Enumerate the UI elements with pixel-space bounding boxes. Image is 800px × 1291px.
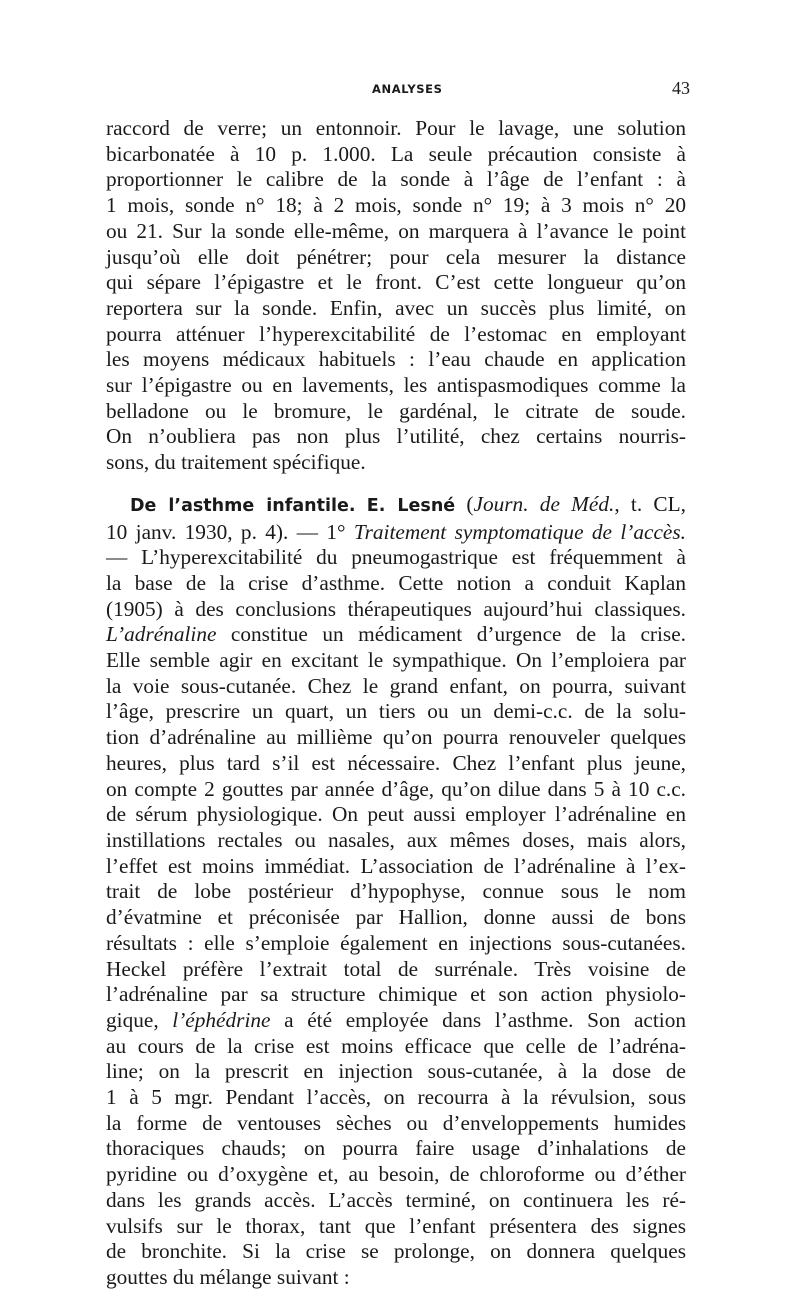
text-line: raccord de verre; un entonnoir. Pour le lavage, une solution	[106, 116, 686, 140]
text-line: sons, du traitement spécifique.	[106, 450, 366, 475]
text-line: de bronchite. Si la crise se prolonge, on donnera quelques	[106, 1239, 686, 1264]
text-line: Elle semble agir en excitant le sympathique. On l’emploiera par	[106, 648, 686, 673]
text-line: gouttes du mélange suivant :	[106, 1264, 350, 1289]
text-line: au cours de la crise est moins efficace que celle de l’adréna-	[106, 1033, 686, 1058]
text-fragment: constitue un médicament d’urgence de la crise.	[216, 622, 686, 647]
text-line: d’évatmine et préconisée par Hallion, donne aussi de bons	[106, 905, 686, 930]
italic-heading: Traitement symptomatique de l’accès.	[353, 519, 686, 544]
text-line: pourra atténuer l’hyperexcitabilité de l’estomac en employant	[106, 321, 686, 346]
text-line: l’âge, prescrire un quart, un tiers ou un demi-c.c. de la solu-	[106, 699, 686, 724]
text-line: on compte 2 gouttes par année d’âge, qu’on dilue dans 5 à 10 c.c.	[106, 776, 686, 801]
text-line: l’adrénaline par sa structure chimique et son action physiolo-	[106, 982, 686, 1007]
text-fragment: gique,	[106, 1007, 173, 1032]
text-line: de sérum physiologique. On peut aussi employer l’adrénaline en	[106, 802, 686, 827]
text-line: thoraciques chauds; on pourra faire usage d’inhalations de	[106, 1136, 686, 1161]
italic-term: l’éphédrine	[172, 1007, 271, 1032]
paragraph-gap	[106, 476, 686, 492]
text-line: belladone ou le bromure, le gardénal, le citrate de soude.	[106, 398, 686, 423]
text-line: ou 21. Sur la sonde elle-même, on marquera à l’avance le point	[106, 218, 686, 243]
text-fragment: a été employée dans l’asthme. Son action	[270, 1007, 686, 1032]
text-line: les moyens médicaux habituels : l’eau chaude en application	[106, 347, 686, 372]
text-fragment: 10 janv. 1930, p. 4). — 1°	[106, 519, 354, 544]
text-line: vulsifs sur le thorax, tant que l’enfant présentera des signes	[106, 1213, 686, 1238]
text-line: 1 mois, sonde n° 18; à 2 mois, sonde n° 19; à 3 mois n° 20	[106, 193, 686, 218]
text-line	[106, 1008, 686, 1034]
reference-open: (	[466, 491, 474, 516]
text-line	[106, 520, 686, 546]
text-line: heures, plus tard s’il est nécessaire. Chez l’enfant plus jeune,	[106, 750, 686, 775]
text-line: instillations rectales ou nasales, aux mêmes doses, mais alors,	[106, 827, 686, 852]
text-line: — L’hyperexcitabilité du pneumogastrique est fréquemment à	[106, 545, 686, 570]
running-header	[0, 78, 800, 102]
page-number: 43	[672, 78, 690, 98]
section-title: De l’asthme infantile.	[130, 495, 356, 516]
section-heading-line	[106, 492, 686, 520]
body-text	[106, 116, 686, 1291]
author-name: E. Lesné	[366, 495, 456, 516]
text-line: sur l’épigastre ou en lavements, les antispasmodiques comme la	[106, 373, 686, 398]
text-line: qui sépare l’épigastre et le front. C’est cette longueur qu’on	[106, 270, 686, 295]
text-line: jusqu’où elle doit pénétrer; pour cela mesurer la distance	[106, 244, 686, 269]
reference-tail: , t. CL,	[614, 491, 686, 516]
header-title: ANALYSES	[372, 82, 443, 96]
text-line: résultats : elle s’emploie également en injections sous-cutanées.	[106, 930, 686, 955]
text-line: dans les grands accès. L’accès terminé, on continuera les ré-	[106, 1187, 686, 1212]
text-line: trait de lobe postérieur d’hypophyse, connue sous le nom	[106, 879, 686, 904]
text-line: l’effet est moins immédiat. L’association de l’adrénaline à l’ex-	[106, 853, 686, 878]
text-line: Heckel préfère l’extrait total de surrénale. Très voisine de	[106, 956, 686, 981]
text-line: proportionner le calibre de la sonde à l’âge de l’enfant : à	[106, 167, 686, 192]
text-line: reportera sur la sonde. Enfin, avec un succès plus limité, on	[106, 295, 686, 320]
text-line: tion d’adrénaline au millième qu’on pourra renouveler quelques	[106, 725, 686, 750]
text-line: (1905) à des conclusions thérapeutiques aujourd’hui classiques.	[106, 596, 686, 621]
text-line: bicarbonatée à 10 p. 1.000. La seule précaution consiste à	[106, 141, 686, 166]
text-line: On n’oubliera pas non plus l’utilité, chez certains nourris-	[106, 424, 686, 449]
text-line: pyridine ou d’oxygène et, au besoin, de chloroforme ou d’éther	[106, 1162, 686, 1187]
text-line: la forme de ventouses sèches ou d’enveloppements humides	[106, 1110, 686, 1135]
text-line	[106, 622, 686, 648]
text-line: la base de la crise d’asthme. Cette notion a conduit Kaplan	[106, 570, 686, 595]
text-line: 1 à 5 mgr. Pendant l’accès, on recourra à la révulsion, sous	[106, 1085, 686, 1110]
text-line: la voie sous-cutanée. Chez le grand enfant, on pourra, suivant	[106, 673, 686, 698]
journal-name: Journ. de Méd.	[473, 491, 615, 516]
italic-term: L’adrénaline	[106, 622, 217, 647]
text-line: line; on la prescrit en injection sous-cutanée, à la dose de	[106, 1059, 686, 1084]
